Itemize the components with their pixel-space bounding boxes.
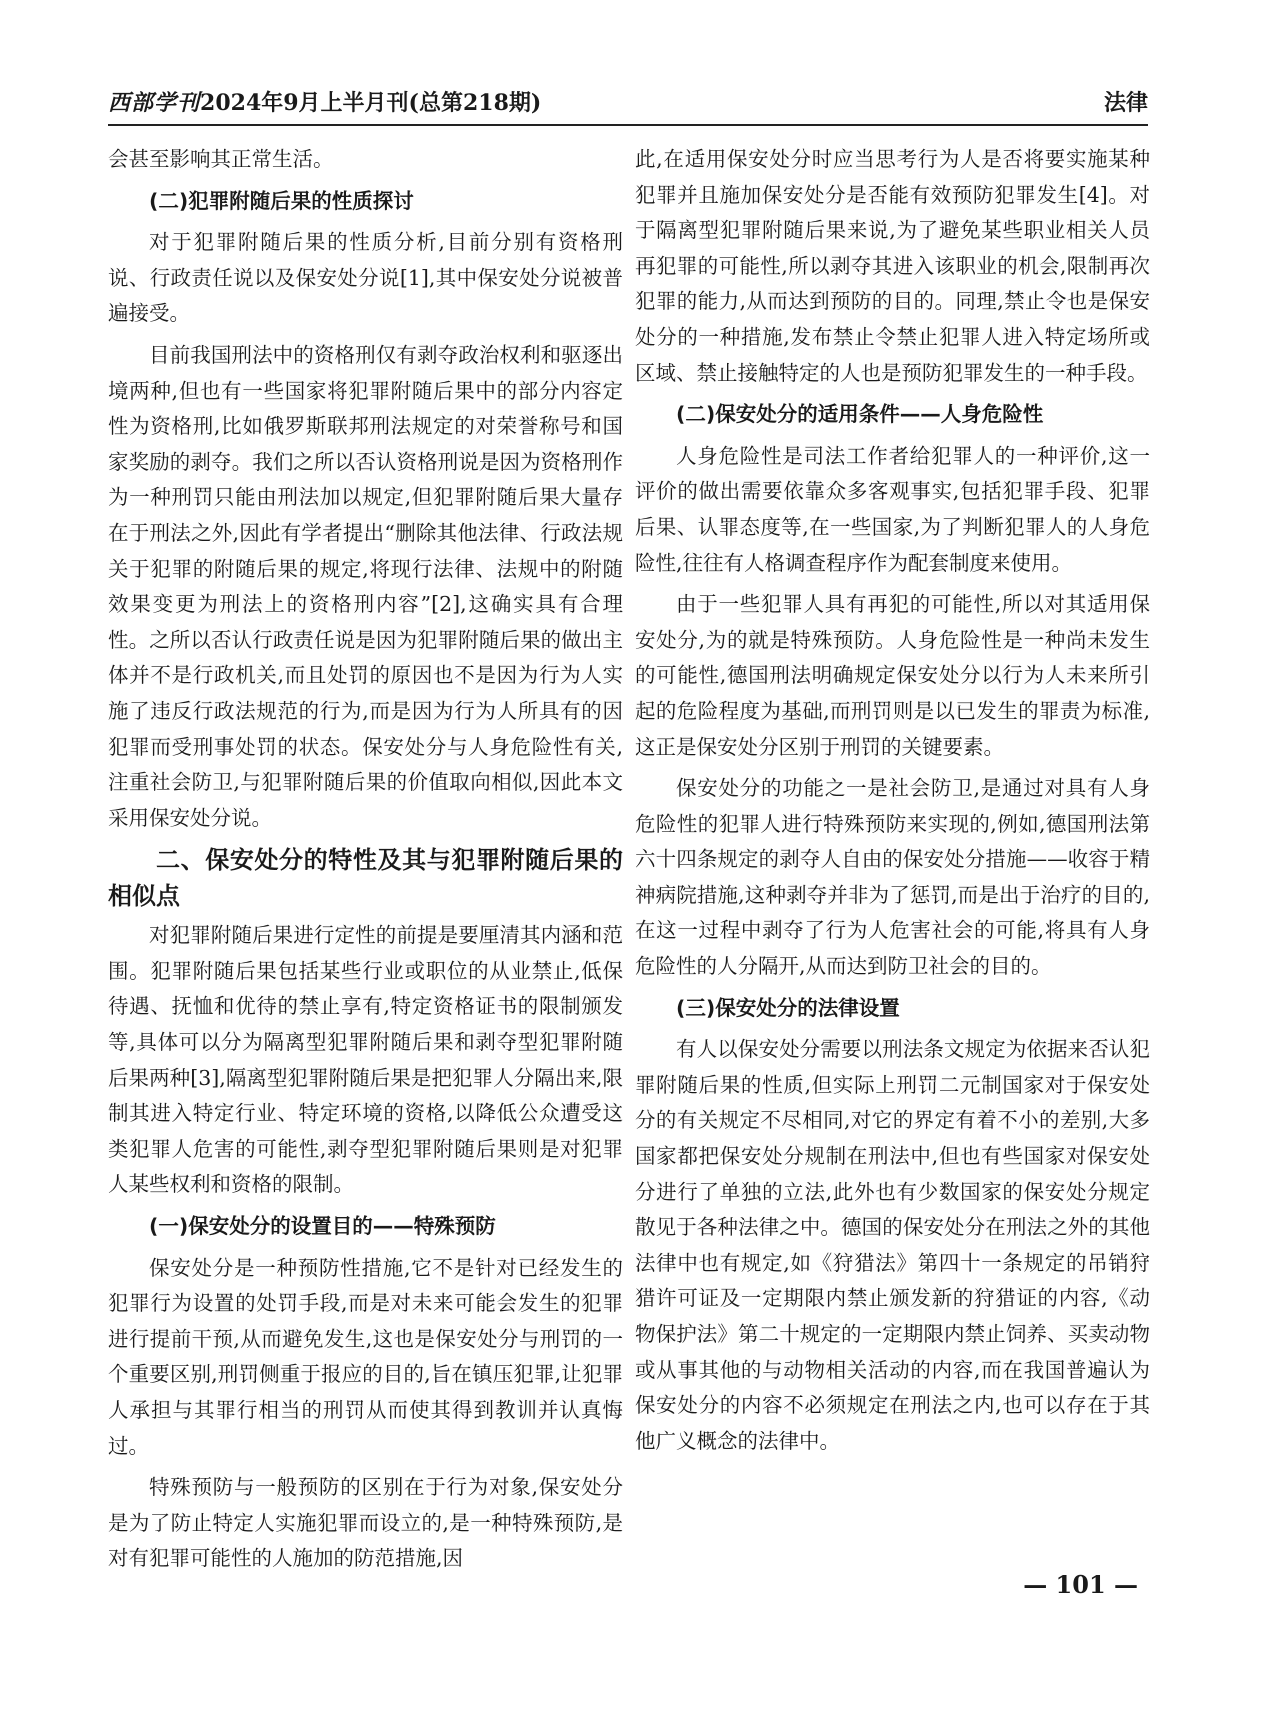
paragraph: 对犯罪附随后果进行定性的前提是要厘清其内涵和范围。犯罪附随后果包括某些行业或职位的从业禁止,低保待遇、抚恤和优待的禁止享有,特定资格证书的限制颁发等,具体可以分为隔离型犯罪附随后果和剥夺型犯罪附随后果两种[3],隔离型犯罪附随后果是把犯罪人分隔出来,限制其进入特定行业、特定环境的资格,以降低公众遭受这类犯罪人危害的可能性,剥夺型犯罪附随后果则是对犯罪人某些权利和资格的限制。 [108, 923, 623, 1197]
paragraph: 目前我国刑法中的资格刑仅有剥夺政治权利和驱逐出境两种,但也有一些国家将犯罪附随后果中的部分内容定性为资格刑,比如俄罗斯联邦刑法规定的对荣誉称号和国家奖励的剥夺。我们之所以否认资格刑说是因为资格刑作为一种刑罚只能由刑法加以规定,但犯罪附随后果大量存在于刑法之外,因此有学者提出“删除其他法律、行政法规关于犯罪的附随后果的规定,将现行法律、法规中的附随效果变更为刑法上的资格刑内容”[2],这确实具有合理性。之所以否认行政责任说是因为犯罪附随后果的做出主体并不是行政机关,而且处罚的原因也不是因为行为人实施了违反行政法规范的行为,而是因为行为人所具有的因犯罪而受刑事处罚的状态。保安处分与人身危险性有关,注重社会防卫,与犯罪附随后果的价值取向相似,因此本文采用保安处分说。 [108, 342, 623, 830]
page-number: — 101 — [1023, 1570, 1138, 1599]
subsection-heading: (二)保安处分的适用条件——人身危险性 [676, 402, 1044, 427]
paragraph: 对于犯罪附随后果的性质分析,目前分别有资格刑说、行政责任说以及保安处分说[1],其中保安处分说被普遍接受。 [108, 230, 623, 326]
paragraph: 保安处分是一种预防性措施,它不是针对已经发生的犯罪行为设置的处罚手段,而是对未来可能会发生的犯罪进行提前干预,从而避免发生,这也是保安处分与刑罚的一个重要区别,刑罚侧重于报应的目的,旨在镇压犯罪,让犯罪人承担与其罪行相当的刑罚从而使其得到教训并认真悔过。 [108, 1255, 623, 1458]
subsection-heading: (一)保安处分的设置目的——特殊预防 [149, 1214, 496, 1239]
section-heading: 二、保安处分的特性及其与犯罪附随后果的相似点 [108, 846, 623, 911]
section-label: 法律 [1103, 91, 1148, 116]
paragraph: 人身危险性是司法工作者给犯罪人的一种评价,这一评价的做出需要依靠众多客观事实,包括犯罪手段、犯罪后果、认罪态度等,在一些国家,为了判断犯罪人的人身危险性,往往有人格调查程序作为配套制度来使用。 [635, 443, 1150, 575]
paragraph: 特殊预防与一般预防的区别在于行为对象,保安处分是为了防止特定人实施犯罪而设立的,是一种特殊预防,是对有犯罪可能性的人施加的防范措施,因 [108, 1475, 623, 1571]
paragraph: 保安处分的功能之一是社会防卫,是通过对具有人身危险性的犯罪人进行特殊预防来实现的,例如,德国刑法第六十四条规定的剥夺人自由的保安处分措施——收容于精神病院措施,这种剥夺并非为了惩罚,而是出于治疗的目的,在这一过程中剥夺了行为人危害社会的可能,将具有人身危险性的人分隔开,从而达到防卫社会的目的。 [635, 776, 1150, 979]
journal-issue: 2024年9月上半月刊(总第218期) [200, 90, 542, 116]
subsection-heading: (二)犯罪附随后果的性质探讨 [149, 188, 414, 213]
paragraph: 有人以保安处分需要以刑法条文规定为依据来否认犯罪附随后果的性质,但实际上刑罚二元制国家对于保安处分的有关规定不尽相同,对它的界定有着不小的差别,大多国家都把保安处分规制在刑法中,但也有些国家对保安处分进行了单独的立法,此外也有少数国家的保安处分规定散见于各种法律之中。德国的保安处分在刑法之外的其他法律中也有规定,如《狩猎法》第四十一条规定的吊销狩猎许可证及一定期限内禁止颁发新的狩猎证的内容,《动物保护法》第二十规定的一定期限内禁止饲养、买卖动物或从事其他的与动物相关活动的内容,而在我国普遍认为保安处分的内容不必须规定在刑法之内,也可以存在于其他广义概念的法律中。 [635, 1037, 1150, 1453]
paragraph: 会甚至影响其正常生活。 [108, 147, 334, 171]
journal-title [108, 86, 541, 117]
left-column [108, 142, 623, 1577]
paragraph: 此,在适用保安处分时应当思考行为人是否将要实施某种犯罪并且施加保安处分是否能有效预防犯罪发生[4]。对于隔离型犯罪附随后果来说,为了避免某些职业相关人员再犯罪的可能性,所以剥夺其进入该职业的机会,限制再次犯罪的能力,从而达到预防的目的。同理,禁止令也是保安处分的一种措施,发布禁止令禁止犯罪人进入特定场所或区域、禁止接触特定的人也是预防犯罪发生的一种手段。 [635, 147, 1150, 385]
page-header [108, 86, 1148, 120]
journal-logo: 西部学刊 [108, 90, 201, 116]
subsection-heading: (三)保安处分的法律设置 [676, 995, 900, 1020]
paragraph: 由于一些犯罪人具有再犯的可能性,所以对其适用保安处分,为的就是特殊预防。人身危险性是一种尚未发生的可能性,德国刑法明确规定保安处分以行为人未来所引起的危险程度为基础,而刑罚则是以已发生的罪责为标准,这正是保安处分区别于刑罚的关键要素。 [635, 592, 1150, 759]
right-column [635, 142, 1150, 1459]
header-rule [108, 124, 1148, 126]
